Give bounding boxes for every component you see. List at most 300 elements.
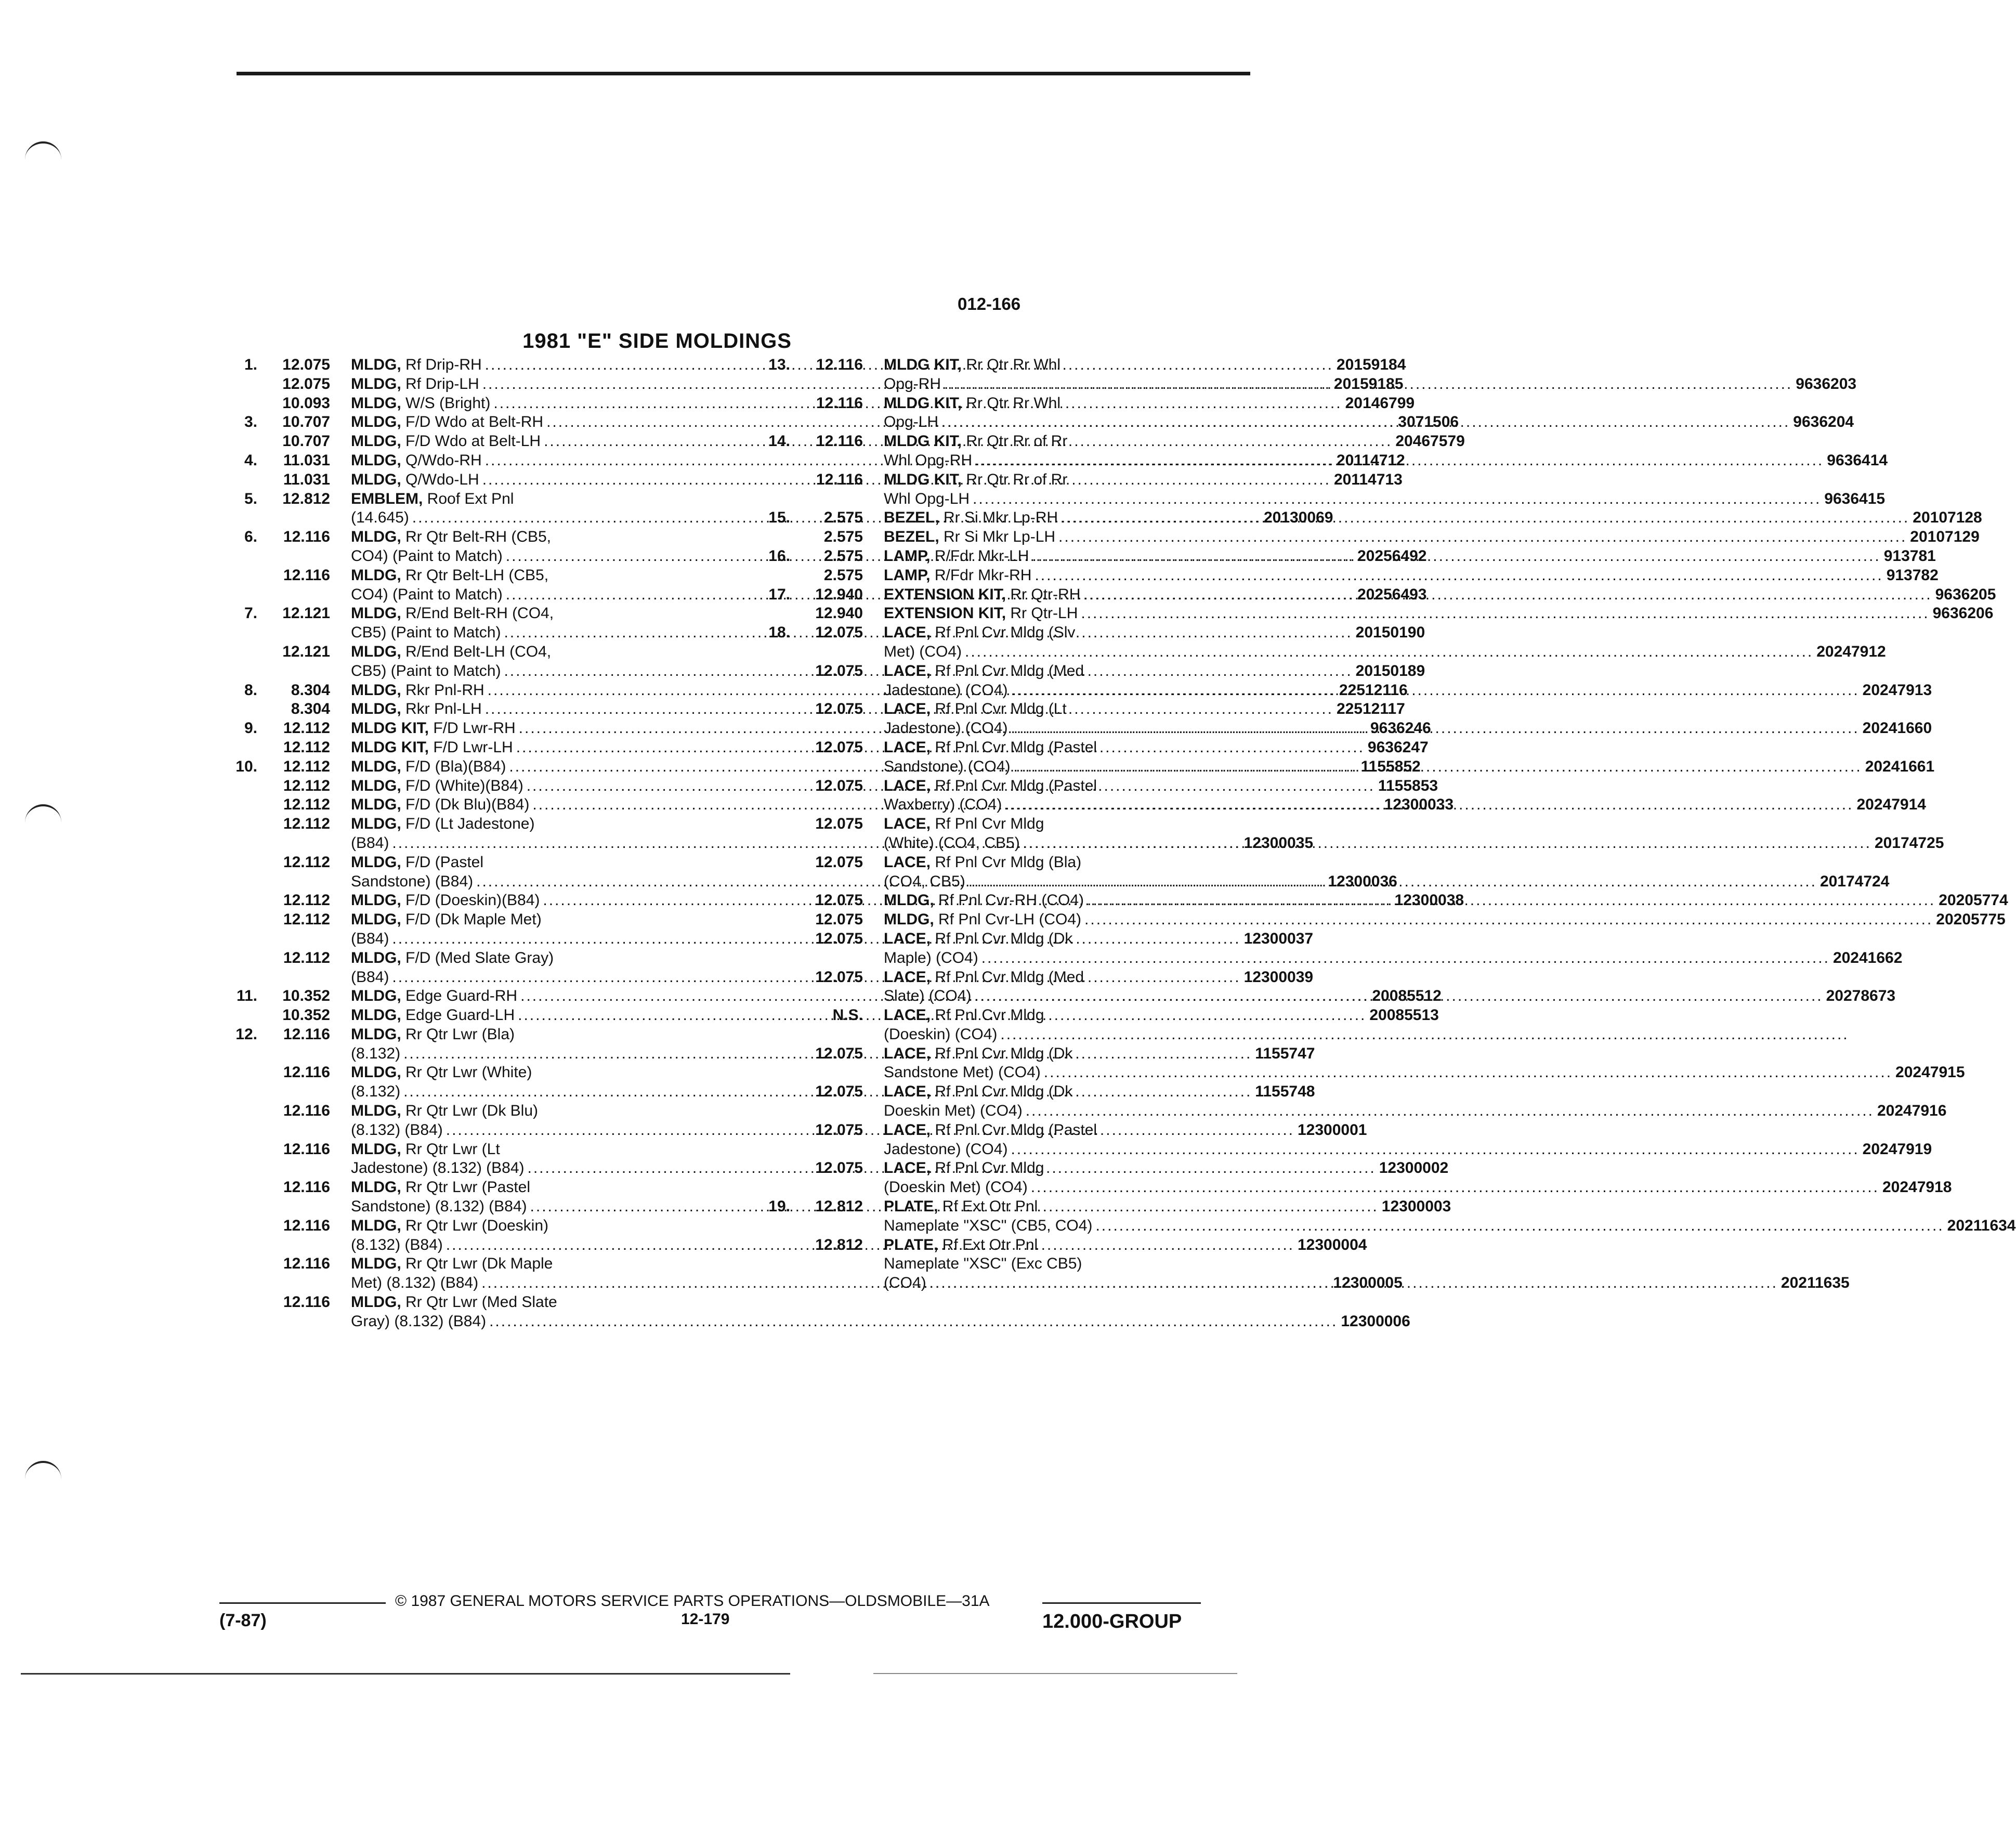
description-line <box>884 777 1926 796</box>
part-number: 20241661 <box>1865 757 1935 775</box>
part-keyword: MLDG, <box>351 1140 401 1158</box>
part-description <box>884 623 1886 662</box>
description-line <box>884 1063 1965 1082</box>
part-keyword: LACE, <box>884 738 931 756</box>
part-number: 20107128 <box>1913 509 1982 527</box>
leader-dots <box>1081 604 1929 623</box>
description-text: Rr Si Mkr Lp-RH <box>944 509 1058 527</box>
group-number: 12.075 <box>815 892 863 909</box>
description-text: Rf Pnl Cvr Mldg (Slv <box>935 624 1076 642</box>
part-number: 20247912 <box>1816 643 1886 660</box>
binder-hole-mark <box>25 804 61 827</box>
group-number: 12.116 <box>816 356 863 373</box>
group-number: 12.116 <box>816 470 863 488</box>
description-text: Rr Qtr Lwr (Dk Maple <box>405 1255 553 1273</box>
part-number: 12300035 <box>1243 834 1314 852</box>
part-number: 12300004 <box>1297 1236 1367 1253</box>
description-line <box>884 643 1886 662</box>
part-keyword: MLDG, <box>884 892 934 909</box>
part-keyword: LACE, <box>884 968 931 986</box>
part-keyword: MLDG, <box>351 433 401 450</box>
description-text: Rf Pnl Cvr Mldg (Med <box>935 968 1084 986</box>
description-text: Rf Pnl Cvr-RH (CO4) <box>938 892 1084 909</box>
part-number: 9636415 <box>1824 490 1886 507</box>
group-number: 12.112 <box>283 853 330 871</box>
description-text: CB5) (Paint to Match) <box>351 624 501 642</box>
part-keyword: MLDG KIT, <box>884 433 962 450</box>
bottom-rule <box>21 1673 790 1675</box>
part-number: 22512116 <box>1339 681 1408 699</box>
group-number: 12.812 <box>815 1198 863 1215</box>
leader-dots <box>930 1274 1778 1293</box>
description-text: Rf Pnl Cvr Mldg <box>935 1006 1044 1024</box>
group-number: 12.112 <box>283 796 330 814</box>
description-line <box>884 1006 1852 1025</box>
leader-dots <box>974 987 1823 1006</box>
part-description <box>884 662 1932 700</box>
part-keyword: MLDG, <box>351 1025 401 1043</box>
item-number: 10. <box>235 757 257 775</box>
part-description <box>884 1006 1852 1044</box>
description-text: Q/Wdo-LH <box>405 470 479 488</box>
leader-dots <box>1044 1063 1892 1082</box>
part-number: 12300037 <box>1243 930 1314 947</box>
group-number: 12.075 <box>282 356 330 373</box>
part-number: 1155852 <box>1360 757 1421 775</box>
group-number: 12.075 <box>815 930 863 947</box>
description-text: F/D (Bla)(B84) <box>405 757 506 775</box>
part-keyword: LACE, <box>884 777 931 794</box>
leader-dots <box>1061 508 1909 528</box>
description-text: Rr Qtr Rr of Rr <box>966 433 1068 450</box>
parts-entry <box>741 1006 1255 1044</box>
item-number: 14. <box>768 433 790 450</box>
description-text: Opg-RH <box>884 375 941 393</box>
description-line <box>884 1274 1850 1293</box>
description-text: CB5) (Paint to Match) <box>351 662 501 679</box>
description-text: F/D (Med Slate Gray) <box>405 949 554 966</box>
part-number: 9636247 <box>1367 738 1429 756</box>
leader-dots <box>1035 566 1883 585</box>
part-keyword: PLATE, <box>884 1198 938 1215</box>
description-text: Met) (8.132) (B84) <box>351 1274 479 1292</box>
part-description <box>884 508 1982 528</box>
description-line <box>884 508 1982 528</box>
description-text: Rf Pnl Cvr Mldg <box>935 815 1044 833</box>
group-number: 12.116 <box>283 1102 330 1120</box>
part-number: 20211635 <box>1781 1274 1850 1292</box>
group-number: 12.116 <box>283 1293 330 1311</box>
part-number: 20247914 <box>1856 796 1926 814</box>
description-text: Jadestone) (CO4) <box>884 1140 1008 1158</box>
group-number: 12.116 <box>283 1140 330 1158</box>
part-keyword: MLDG, <box>351 1255 401 1273</box>
parts-entry <box>741 566 1939 585</box>
part-description <box>884 700 1932 738</box>
part-number: 20256492 <box>1357 547 1427 565</box>
description-line <box>884 1082 1946 1102</box>
description-text: (Doeskin) (CO4) <box>884 1025 998 1043</box>
group-number: 12.112 <box>283 892 330 909</box>
description-line <box>884 700 1932 719</box>
description-text: F/D Lwr-RH <box>433 720 516 737</box>
part-description <box>884 1121 1932 1159</box>
part-number: 1155853 <box>1378 777 1438 794</box>
part-keyword: MLDG, <box>351 566 401 584</box>
part-number: 12300033 <box>1384 796 1454 814</box>
item-number: 16. <box>768 547 790 565</box>
part-number: 9636205 <box>1935 585 1996 603</box>
description-text: Rkr Pnl-RH <box>405 681 485 699</box>
description-text: Rf Pnl Cvr Mldg (Pastel <box>935 777 1097 794</box>
part-number: 20085513 <box>1369 1006 1439 1024</box>
description-text: Met) (CO4) <box>884 643 962 660</box>
description-text: CO4) (Paint to Match) <box>351 585 503 603</box>
description-line <box>884 1121 1932 1140</box>
item-number: 6. <box>244 528 257 546</box>
group-number: 12.112 <box>283 777 330 794</box>
description-text: Rr Qtr-RH <box>1010 585 1081 603</box>
part-description <box>884 528 1980 547</box>
group-number: 12.075 <box>815 700 863 718</box>
part-number: 9636206 <box>1932 605 1994 622</box>
group-number: 12.116 <box>283 1217 330 1234</box>
group-number: 8.304 <box>291 681 330 699</box>
part-description <box>884 738 1934 777</box>
group-number: 12.940 <box>815 605 863 622</box>
description-line <box>884 949 1902 968</box>
description-text: Jadestone) (CO4) <box>884 720 1008 737</box>
part-description <box>884 777 1926 815</box>
part-keyword: MLDG, <box>351 1006 401 1024</box>
description-line <box>884 547 1936 566</box>
item-number: 12. <box>235 1025 257 1043</box>
description-line <box>884 1044 1965 1064</box>
group-number: 12.116 <box>283 1179 330 1196</box>
part-number: 20467579 <box>1395 433 1465 450</box>
leader-dots <box>489 1312 1338 1331</box>
group-number: 12.116 <box>816 394 863 412</box>
part-description <box>884 910 2006 930</box>
description-text: (8.132) (B84) <box>351 1236 443 1253</box>
part-description <box>884 432 1888 470</box>
group-number: 12.116 <box>283 528 330 546</box>
part-keyword: BEZEL, <box>884 528 939 546</box>
description-line <box>884 987 1895 1006</box>
description-line <box>884 1178 1952 1197</box>
group-number: 12.112 <box>283 949 330 966</box>
part-keyword: MLDG, <box>351 700 401 718</box>
binder-hole-mark <box>25 141 61 164</box>
description-text: Rf Pnl Cvr Mldg <box>935 1159 1044 1177</box>
description-line <box>884 719 1932 738</box>
part-number: 20205774 <box>1939 892 2008 909</box>
description-line <box>884 1159 1952 1178</box>
part-number: 20174724 <box>1819 872 1890 890</box>
part-number: 20205775 <box>1936 911 2006 929</box>
footer-group: 12.000-GROUP <box>1042 1611 1182 1632</box>
description-text: Q/Wdo-RH <box>405 451 482 469</box>
part-keyword: LACE, <box>884 1006 931 1024</box>
leader-dots <box>973 490 1821 509</box>
part-number: 20107129 <box>1910 528 1980 546</box>
description-line <box>884 432 1888 451</box>
group-number: 12.116 <box>816 433 863 450</box>
description-text: R/Fdr Mkr-LH <box>934 547 1029 565</box>
description-text: (B84) <box>351 834 389 852</box>
part-keyword: MLDG, <box>351 987 401 1005</box>
part-keyword: MLDG, <box>351 356 401 373</box>
group-number: 10.352 <box>282 987 330 1005</box>
leader-dots <box>981 949 1830 968</box>
part-number: 20085512 <box>1372 987 1442 1005</box>
binder-hole-mark <box>25 1461 61 1484</box>
item-number: 7. <box>244 605 257 622</box>
part-description <box>884 1044 1965 1083</box>
top-rule <box>237 72 1250 75</box>
description-text: Rr Qtr Lwr (Dk Blu) <box>405 1102 538 1120</box>
description-text: Rf Pnl Cvr Mldg (Med <box>935 662 1084 679</box>
part-keyword: MLDG, <box>884 911 934 929</box>
item-number: 9. <box>244 720 257 737</box>
part-description <box>884 547 1936 566</box>
description-text: Sandstone) (8.132) (B84) <box>351 1198 527 1215</box>
part-keyword: MLDG, <box>351 1179 401 1196</box>
description-line <box>884 910 2006 930</box>
description-text: Rf Pnl Cvr Mldg (Lt <box>935 700 1067 718</box>
part-number: 12300005 <box>1333 1274 1403 1292</box>
description-text: R/End Belt-LH (CO4, <box>405 643 552 660</box>
part-number: 913781 <box>1883 547 1936 565</box>
part-number: 20247919 <box>1862 1140 1932 1158</box>
part-keyword: LAMP, <box>884 566 931 584</box>
leader-dots <box>975 451 1824 470</box>
group-number: 12.075 <box>282 375 330 393</box>
leader-dots <box>1032 547 1880 566</box>
part-number: 9636203 <box>1796 375 1857 393</box>
leader-dots <box>1000 1025 1849 1044</box>
part-number: 20241660 <box>1862 720 1932 737</box>
description-text: Whl Opg-RH <box>884 451 973 469</box>
description-text: CO4) (Paint to Match) <box>351 547 503 565</box>
description-line <box>884 623 1886 643</box>
description-line <box>884 490 1885 509</box>
description-text: (8.132) (B84) <box>351 1121 443 1139</box>
description-text: Gray) (8.132) (B84) <box>351 1312 487 1330</box>
description-line <box>884 604 1993 623</box>
part-keyword: MLDG, <box>351 796 401 814</box>
part-number: 20247913 <box>1862 681 1932 699</box>
description-text: Sandstone) (CO4) <box>884 757 1011 775</box>
description-line <box>884 853 1889 872</box>
group-number: 12.075 <box>815 911 863 929</box>
description-line <box>884 451 1888 470</box>
group-number: 12.075 <box>815 662 863 679</box>
description-text: W/S (Bright) <box>405 394 491 412</box>
item-number: 15. <box>768 509 790 527</box>
description-text: Rkr Pnl-LH <box>405 700 482 718</box>
description-line <box>884 413 1854 432</box>
item-number: 3. <box>244 413 257 431</box>
part-keyword: MLDG, <box>351 1293 401 1311</box>
description-text: F/D (Dk Blu)(B84) <box>405 796 530 814</box>
description-line <box>884 470 1885 490</box>
part-keyword: MLDG, <box>351 757 401 775</box>
description-text: Rf Pnl Cvr Mldg (Dk <box>935 1083 1073 1101</box>
description-text: Rf Pnl Cvr Mldg (Dk <box>935 930 1073 947</box>
description-text: R/End Belt-RH (CO4, <box>405 605 554 622</box>
item-number: 5. <box>244 490 257 507</box>
part-number: 20247918 <box>1882 1179 1952 1196</box>
description-line <box>884 891 2008 910</box>
description-text: Edge Guard-LH <box>405 1006 515 1024</box>
leader-dots <box>941 413 1790 432</box>
part-number: 12300036 <box>1328 872 1397 890</box>
part-keyword: BEZEL, <box>884 509 939 527</box>
description-line <box>884 585 1996 605</box>
part-keyword: LACE, <box>884 624 931 642</box>
description-line <box>884 1254 1850 1274</box>
description-text: Rr Qtr Rr Whl <box>966 394 1061 412</box>
part-keyword: LACE, <box>884 700 931 718</box>
group-number: 11.031 <box>283 470 330 488</box>
group-number: 12.116 <box>283 1255 330 1273</box>
description-text: Doeskin Met) (CO4) <box>884 1102 1023 1120</box>
part-keyword: MLDG, <box>351 375 401 393</box>
leader-dots <box>965 643 1813 662</box>
description-line <box>884 394 1854 413</box>
group-number: 12.075 <box>815 968 863 986</box>
description-text: Rf Drip-RH <box>405 356 482 373</box>
description-text: Opg-LH <box>884 413 939 431</box>
description-line <box>884 375 1856 394</box>
description-line <box>884 1102 1946 1121</box>
description-text: Sandstone) (B84) <box>351 872 474 890</box>
group-number: 12.075 <box>815 624 863 642</box>
description-text: Rf Ext Otr Pnl <box>942 1236 1038 1253</box>
description-line <box>884 356 1856 375</box>
part-number: 20247916 <box>1877 1102 1947 1120</box>
description-line <box>884 1140 1932 1159</box>
part-keyword: MLDG, <box>351 643 401 660</box>
part-number: 20211634 <box>1947 1217 2016 1234</box>
description-line <box>884 681 1932 700</box>
part-number: 3071506 <box>1398 413 1459 431</box>
part-keyword: MLDG, <box>351 911 401 929</box>
description-line <box>884 1236 1850 1255</box>
item-number: 17. <box>768 585 790 603</box>
description-line <box>884 1217 2016 1236</box>
group-number: 12.116 <box>283 566 330 584</box>
item-number: 8. <box>244 681 257 699</box>
description-text: Rf Ext Otr Pnl <box>942 1198 1038 1215</box>
leader-dots <box>1011 1140 1859 1159</box>
part-keyword: LACE, <box>884 815 931 833</box>
part-number: 913782 <box>1886 566 1939 584</box>
part-keyword: MLDG, <box>351 1064 401 1081</box>
description-text: (CO4, CB5) <box>884 872 965 890</box>
description-text: F/D (Lt Jadestone) <box>405 815 535 833</box>
leader-dots <box>1011 681 1859 700</box>
item-number: 1. <box>244 356 257 373</box>
group-number: 10.707 <box>282 413 330 431</box>
leader-dots <box>1023 834 1871 853</box>
part-number: 9636414 <box>1827 451 1888 469</box>
description-line <box>884 834 1944 853</box>
page-title: 1981 "E" SIDE MOLDINGS <box>522 330 792 352</box>
part-number: 12300002 <box>1379 1159 1449 1177</box>
part-description <box>884 815 1944 853</box>
description-text: Rr Qtr Lwr (Med Slate <box>405 1293 557 1311</box>
part-number: 20159185 <box>1333 375 1404 393</box>
part-keyword: LAMP, <box>884 547 931 565</box>
part-description <box>884 394 1854 433</box>
leader-dots <box>1087 891 1935 910</box>
footer-rule <box>1042 1602 1201 1604</box>
group-number: 12.075 <box>815 738 863 756</box>
leader-dots <box>1013 757 1862 777</box>
description-line <box>884 757 1934 777</box>
leader-dots <box>1005 795 1853 815</box>
description-text: Rr Qtr Rr of Rr <box>966 470 1068 488</box>
part-number: 20114712 <box>1336 451 1405 469</box>
part-keyword: LACE, <box>884 853 931 871</box>
part-keyword: MLDG, <box>351 777 401 794</box>
item-number: 13. <box>768 356 790 373</box>
footer-date: (7-87) <box>219 1611 267 1630</box>
description-line <box>884 1197 2016 1217</box>
description-text: Rr Qtr Lwr (White) <box>405 1064 532 1081</box>
part-number: 20150190 <box>1355 624 1425 642</box>
part-description <box>884 930 1902 968</box>
group-number: 10.093 <box>282 394 330 412</box>
part-number: 20256493 <box>1357 585 1427 603</box>
description-text: Rr Qtr Belt-LH (CB5, <box>405 566 549 584</box>
group-number: 12.112 <box>283 911 330 929</box>
part-keyword: MLDG, <box>351 1217 401 1234</box>
leader-dots <box>1031 1178 1879 1197</box>
part-keyword: MLDG, <box>351 413 401 431</box>
leader-dots <box>1058 528 1907 547</box>
description-text: Whl Opg-LH <box>884 490 970 507</box>
description-text: (8.132) <box>351 1044 401 1062</box>
footer-copyright: © 1987 GENERAL MOTORS SERVICE PARTS OPERATIONS—OLDSMOBILE—31A <box>395 1592 990 1610</box>
parts-entry <box>208 1293 1410 1331</box>
description-text: F/D (Dk Maple Met) <box>405 911 542 929</box>
description-text: Jadestone) (8.132) (B84) <box>351 1159 525 1177</box>
part-keyword: LACE, <box>884 662 931 679</box>
description-text: Roof Ext Pnl <box>427 490 514 507</box>
part-number: 20278673 <box>1826 987 1896 1005</box>
part-keyword: MLDG, <box>351 681 401 699</box>
part-keyword: PLATE, <box>884 1236 938 1253</box>
part-description <box>884 1197 2016 1236</box>
group-number: 12.075 <box>815 1044 863 1062</box>
item-number: 11. <box>236 987 257 1005</box>
group-number: 10.707 <box>282 433 330 450</box>
description-text: Nameplate "XSC" (CB5, CO4) <box>884 1217 1093 1234</box>
group-number: 12.116 <box>283 1064 330 1081</box>
parts-entry <box>741 910 2006 930</box>
description-text: Rr Qtr Lwr (Lt <box>405 1140 500 1158</box>
part-keyword: EXTENSION KIT, <box>884 585 1006 603</box>
leader-dots <box>1095 1217 1944 1236</box>
group-number: 12.112 <box>283 720 330 737</box>
group-number: 11.031 <box>283 451 330 469</box>
description-text: F/D (Doeskin)(B84) <box>405 892 540 909</box>
part-number: 12300003 <box>1381 1198 1451 1215</box>
description-text: Rf Pnl Cvr Mldg (Dk <box>935 1044 1073 1062</box>
